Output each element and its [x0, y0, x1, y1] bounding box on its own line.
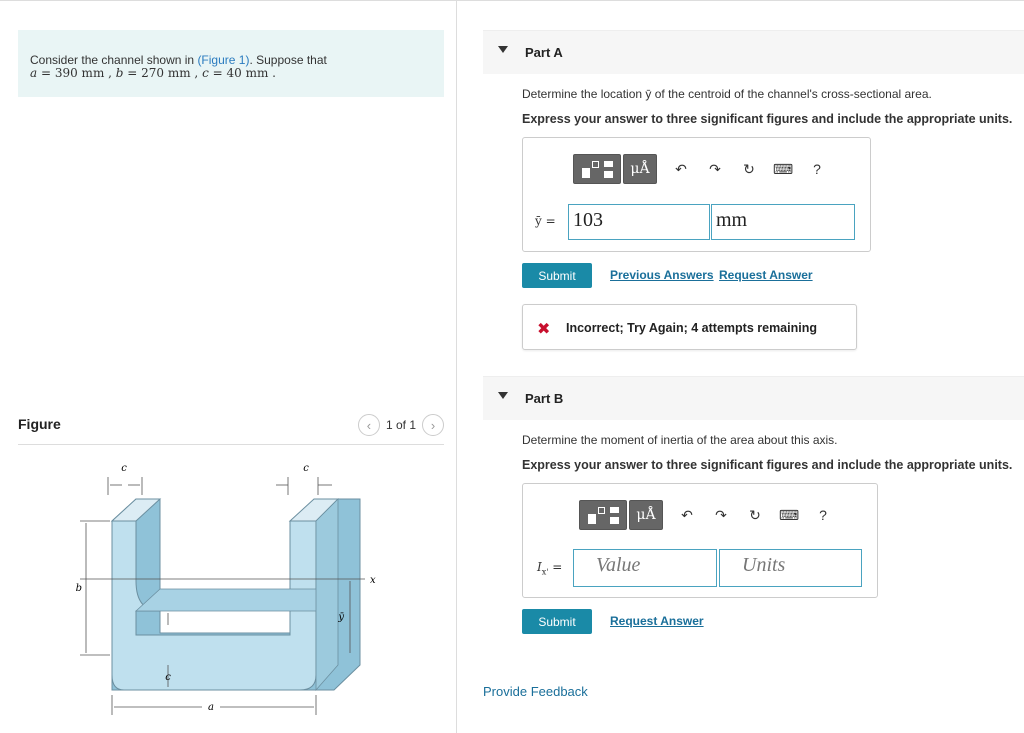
reset-icon[interactable]: ↻	[749, 506, 761, 523]
part-a-label: Part A	[525, 45, 563, 60]
value-input[interactable]: Value	[573, 549, 717, 587]
top-rule	[0, 0, 1024, 3]
label-b: b	[75, 583, 82, 594]
part-b-header[interactable]	[483, 376, 1024, 420]
label-c-bottom: c	[165, 672, 171, 683]
help-button[interactable]: ?	[813, 161, 821, 177]
problem-statement	[18, 30, 444, 97]
previous-answers-link[interactable]: Previous Answers	[610, 268, 714, 282]
figure-header	[18, 414, 444, 440]
part-a-answer-box	[522, 137, 871, 252]
part-a-question: Determine the location ȳ of the centroid of the channel's cross-sectional area.	[522, 87, 932, 101]
figure-pager	[358, 414, 444, 436]
chevron-right-icon[interactable]: ›	[422, 414, 444, 436]
undo-icon[interactable]: ↶	[675, 160, 687, 177]
ix-label	[537, 560, 562, 576]
feedback-message: Incorrect; Try Again; 4 attempts remaining	[566, 321, 817, 335]
keyboard-icon[interactable]: ⌨	[772, 160, 794, 177]
caret-down-icon	[498, 46, 508, 53]
redo-icon[interactable]: ↷	[715, 506, 727, 523]
figure-title: Figure	[18, 416, 61, 432]
column-divider	[456, 0, 457, 733]
ix-main: I	[537, 560, 542, 574]
keyboard-icon[interactable]: ⌨	[778, 506, 800, 523]
ybar-label: ȳ =	[535, 214, 556, 228]
problem-suffix: . Suppose that	[249, 53, 327, 67]
figure-rule	[18, 444, 444, 445]
part-a-submit-button[interactable]: Submit	[522, 263, 592, 288]
part-b-answer-box	[522, 483, 878, 598]
units-input[interactable]: Units	[719, 549, 862, 587]
provide-feedback-link[interactable]: Provide Feedback	[483, 684, 588, 699]
val-b: = 270 mm ,	[123, 66, 203, 80]
part-b-instruction: Express your answer to three significant figures and include the appropriate units.	[522, 458, 1013, 472]
value-input[interactable]: 103	[568, 204, 710, 240]
undo-icon[interactable]: ↶	[681, 506, 693, 523]
part-a-toolbar	[573, 154, 827, 184]
val-a: = 390 mm ,	[37, 66, 116, 80]
val-c: = 40 mm .	[208, 66, 276, 80]
channel-figure	[60, 455, 380, 723]
part-b-request-answer-link[interactable]: Request Answer	[610, 614, 704, 628]
pager-text: 1 of 1	[385, 418, 416, 432]
reset-icon[interactable]: ↻	[743, 160, 755, 177]
part-b-submit-button[interactable]: Submit	[522, 609, 592, 634]
figure-link[interactable]: (Figure 1)	[197, 53, 250, 67]
error-x-icon: ✖	[537, 321, 551, 338]
ix-eq: =	[548, 560, 563, 574]
help-button[interactable]: ?	[819, 507, 827, 523]
caret-down-icon	[498, 392, 508, 399]
var-b: b	[115, 66, 124, 80]
part-a-request-answer-link[interactable]: Request Answer	[719, 268, 813, 282]
label-x: x	[370, 575, 376, 586]
part-a-instruction: Express your answer to three significant figures and include the appropriate units.	[522, 112, 1013, 126]
problem-intro: Consider the channel shown in	[30, 53, 198, 67]
templates-icon[interactable]	[573, 154, 621, 184]
part-a-header[interactable]	[483, 30, 1024, 74]
label-a: a	[208, 702, 214, 713]
label-c-top-left: c	[121, 463, 127, 474]
chevron-left-icon[interactable]: ‹	[358, 414, 380, 436]
var-c: c	[202, 66, 209, 80]
units-input[interactable]: mm	[711, 204, 855, 240]
redo-icon[interactable]: ↷	[709, 160, 721, 177]
feedback-box	[522, 304, 857, 350]
part-b-question: Determine the moment of inertia of the area about this axis.	[522, 433, 838, 447]
channel-side	[316, 499, 338, 690]
label-ybar: ȳ	[338, 612, 344, 623]
part-b-label: Part B	[525, 391, 564, 406]
units-symbols-button[interactable]: μÅ	[623, 154, 657, 184]
var-a: a	[30, 66, 38, 80]
channel-floor	[136, 589, 336, 611]
units-symbols-button[interactable]: μÅ	[629, 500, 663, 530]
templates-icon[interactable]	[579, 500, 627, 530]
ix-sub: x'	[541, 567, 549, 577]
label-c-top-right: c	[303, 463, 309, 474]
problem-values	[30, 67, 432, 80]
part-b-toolbar	[579, 500, 833, 530]
